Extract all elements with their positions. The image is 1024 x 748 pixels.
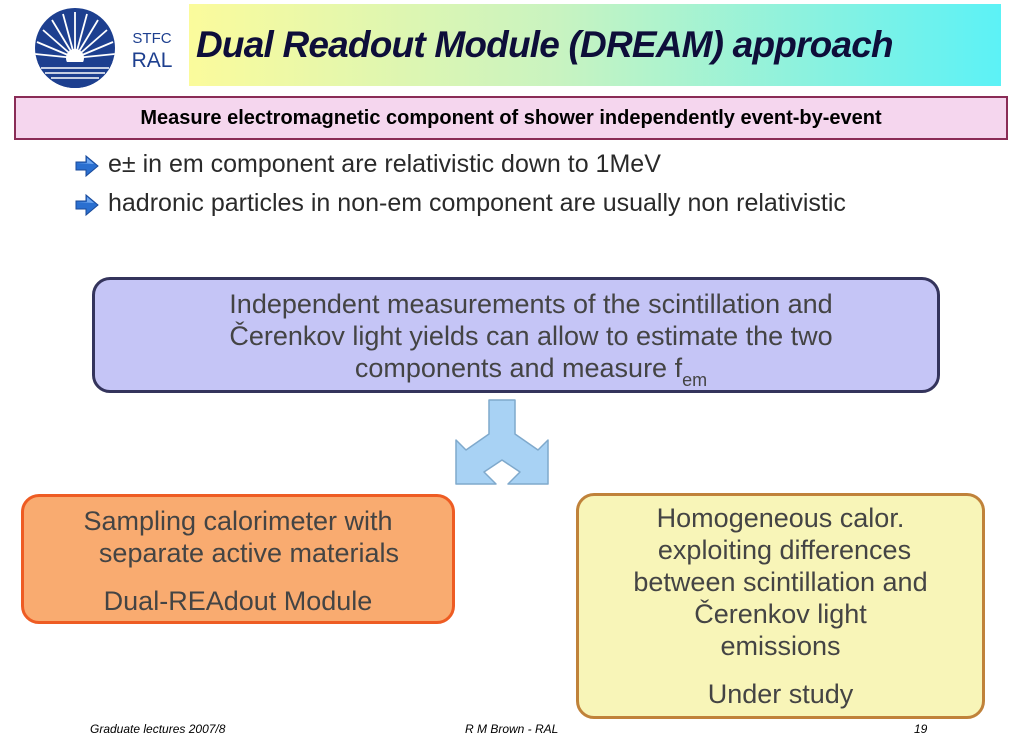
box-line: Under study bbox=[707, 679, 854, 709]
footer-course: Graduate lectures 2007/8 bbox=[90, 722, 226, 736]
blue-arrow-icon bbox=[74, 154, 100, 178]
subscript-em: em bbox=[682, 370, 708, 390]
box-line: Independent measurements of the scintillation and bbox=[229, 289, 833, 319]
blue-arrow-icon bbox=[74, 193, 100, 217]
measurement-box bbox=[92, 277, 940, 393]
box-line: emissions bbox=[720, 631, 841, 661]
slide-title: Dual Readout Module (DREAM) approach bbox=[196, 24, 893, 65]
bullet-item bbox=[74, 189, 954, 218]
split-arrow-icon bbox=[452, 396, 552, 488]
box-line-text: components and measure f bbox=[354, 353, 683, 383]
footer-author: R M Brown - RAL bbox=[465, 722, 559, 736]
sampling-calorimeter-box bbox=[21, 494, 455, 624]
page-number: 19 bbox=[914, 722, 928, 736]
homogeneous-calorimeter-box bbox=[576, 493, 985, 719]
slide-subtitle: Measure electromagnetic component of shower independently event-by-event bbox=[140, 106, 882, 129]
logo-text bbox=[124, 30, 180, 73]
logo-text-ral: RAL bbox=[131, 49, 173, 72]
box-line: separate active materials bbox=[98, 538, 400, 568]
bullet-text: hadronic particles in non-em component are usually non relativistic bbox=[108, 189, 846, 217]
box-line: Sampling calorimeter with bbox=[83, 506, 393, 536]
title-bar bbox=[189, 4, 1001, 86]
logo-text-stfc: STFC bbox=[132, 30, 172, 47]
box-line: exploiting differences bbox=[657, 535, 912, 565]
stfc-logo-icon bbox=[33, 6, 117, 90]
bullet-text: e± in em component are relativistic down to 1MeV bbox=[108, 150, 661, 178]
box-line: Homogeneous calor. bbox=[656, 503, 905, 533]
box-line: between scintillation and bbox=[633, 567, 928, 597]
bullet-item bbox=[74, 150, 954, 179]
box-line: Dual-REAdout Module bbox=[103, 586, 373, 616]
box-line bbox=[125, 352, 937, 396]
bullet-list bbox=[74, 150, 954, 228]
box-line: Čerenkov light yields can allow to estimate the two bbox=[229, 321, 833, 351]
subtitle-box bbox=[14, 96, 1008, 140]
box-line: Čerenkov light bbox=[694, 599, 867, 629]
